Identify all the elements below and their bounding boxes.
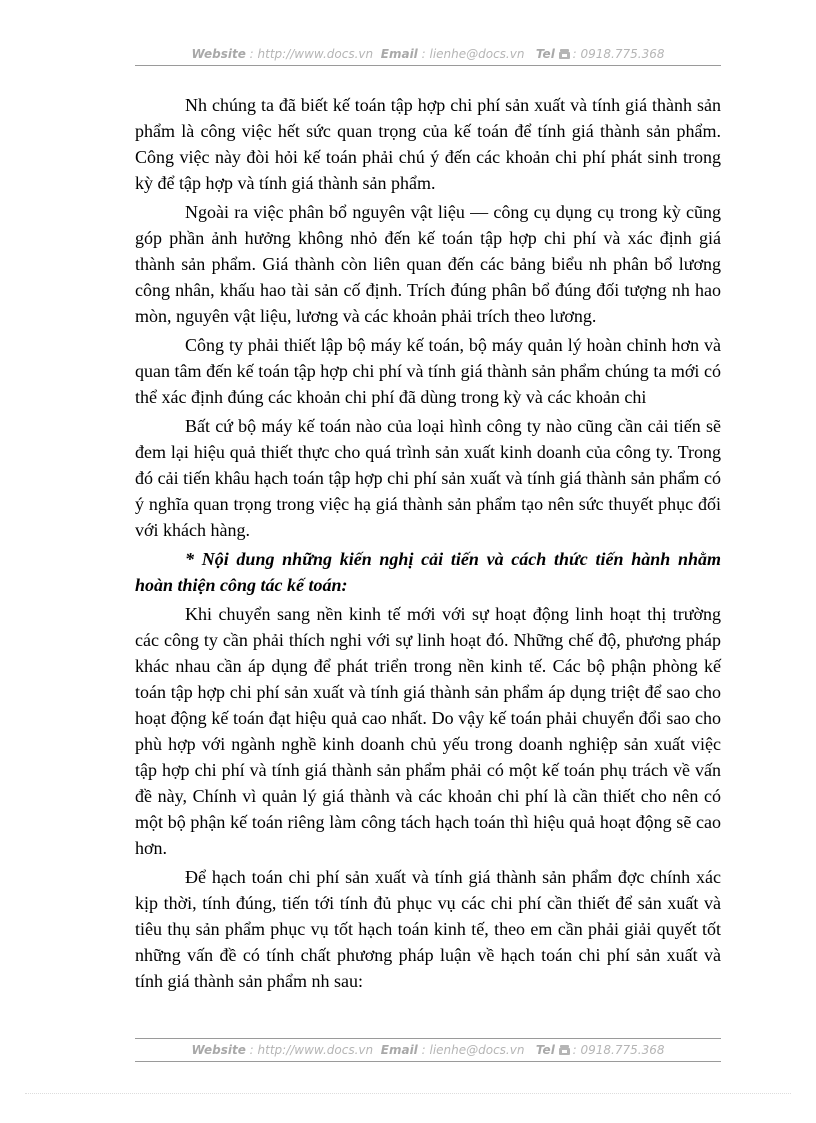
paragraph: Ngoài ra việc phân bổ nguyên vật liệu — công cụ dụng cụ trong kỳ cũng góp phần ảnh hưởng không nhỏ đến kế toán tập hợp chi phí và xác định giá thành sản phẩm. Giá thành còn liên quan đến các bảng biểu nh phân bổ lương công nhân, khấu hao tài sản cố định. Trích đúng phân bổ đúng đối tượng nh hao mòn, nguyên vật liệu, lương và các khoản phải trích theo lương. bbox=[135, 202, 721, 326]
header-email-label: Email bbox=[380, 47, 418, 61]
header-website-label: Website bbox=[191, 47, 246, 61]
header-website-value: : http://www.docs.vn bbox=[249, 47, 374, 61]
footer-tel-value: : 0918.775.368 bbox=[572, 1043, 665, 1057]
section-heading: * Nội dung những kiến nghị cải tiến và cách thức tiến hành nhằm hoàn thiện công tác kế toán: bbox=[135, 549, 721, 595]
phone-icon bbox=[559, 1045, 570, 1055]
header-tel-label: Tel bbox=[535, 47, 555, 61]
paragraph: Bất cứ bộ máy kế toán nào của loại hình công ty nào cũng cần cải tiến sẽ đem lại hiệu quả thiết thực cho quá trình sản xuất kinh doanh của công ty. Trong đó cải tiến khâu hạch toán tập hợp chi phí sản xuất và tính giá thành sản phẩm có ý nghĩa quan trọng trong việc hạ giá thành sản phẩm tạo nên sức thuyết phục đối với khách hàng. bbox=[135, 416, 721, 540]
footer-tel-label: Tel bbox=[535, 1043, 555, 1057]
paragraph: Nh chúng ta đã biết kế toán tập hợp chi phí sản xuất và tính giá thành sản phẩm là công việc hết sức quan trọng của kế toán để tính giá thành sản phẩm. Công việc này đòi hỏi kế toán phải chú ý đến các khoản chi phí phát sinh trong kỳ để tập hợp và tính giá thành sản phẩm. bbox=[135, 95, 721, 193]
footer-website-label: Website bbox=[191, 1043, 246, 1057]
paragraph: Để hạch toán chi phí sản xuất và tính giá thành sản phẩm đợc chính xác kịp thời, tính đúng, tiến tới tính đủ phục vụ các chi phí cần thiết để sản xuất và tiêu thụ sản phẩm phục vụ tốt hạch toán kinh tế, theo em cần phải giải quyết tốt những vấn đề có tính chất phương pháp luận về hạch toán chi phí sản xuất và tính giá thành sản phẩm nh sau: bbox=[135, 867, 721, 991]
footer-email-label: Email bbox=[380, 1043, 418, 1057]
page-header bbox=[135, 43, 721, 66]
footer-email-value: : lienhe@docs.vn bbox=[421, 1043, 525, 1057]
paragraph: Công ty phải thiết lập bộ máy kế toán, bộ máy quản lý hoàn chỉnh hơn và quan tâm đến kế toán tập hợp chi phí và tính giá thành sản phẩm chúng ta mới có thể xác định đúng các khoản chi phí đã dùng trong kỳ và các khoản chi bbox=[135, 335, 721, 407]
footer-website-value: : http://www.docs.vn bbox=[249, 1043, 374, 1057]
body-text bbox=[135, 92, 721, 997]
page-bottom-divider bbox=[25, 1093, 791, 1094]
header-email-value: : lienhe@docs.vn bbox=[421, 47, 525, 61]
paragraph: Khi chuyển sang nền kinh tế mới với sự hoạt động linh hoạt thị trường các công ty cần phải thích nghi với sự linh hoạt đó. Những chế độ, phương pháp khác nhau cần áp dụng để phát triển trong nền kinh tế. Các bộ phận phòng kế toán tập hợp chi phí sản xuất và tính giá thành sản phẩm áp dụng triệt để sao cho hoạt động kế toán đạt hiệu quả cao nhất. Do vậy kế toán phải chuyển đổi sao cho phù hợp với ngành nghề kinh doanh chủ yếu trong doanh nghiệp sản xuất việc tập hợp chi phí và tính giá thành sản phẩm phải có một kế toán phụ trách về vấn đề này, Chính vì quản lý giá thành và các khoản chi phí là cần thiết cho nên có một bộ phận kế toán riêng làm công tách hạch toán thì hiệu quả hoạt động sẽ cao hơn. bbox=[135, 604, 721, 858]
header-tel-value: : 0918.775.368 bbox=[572, 47, 665, 61]
page-footer bbox=[135, 1038, 721, 1062]
phone-icon bbox=[559, 49, 570, 59]
